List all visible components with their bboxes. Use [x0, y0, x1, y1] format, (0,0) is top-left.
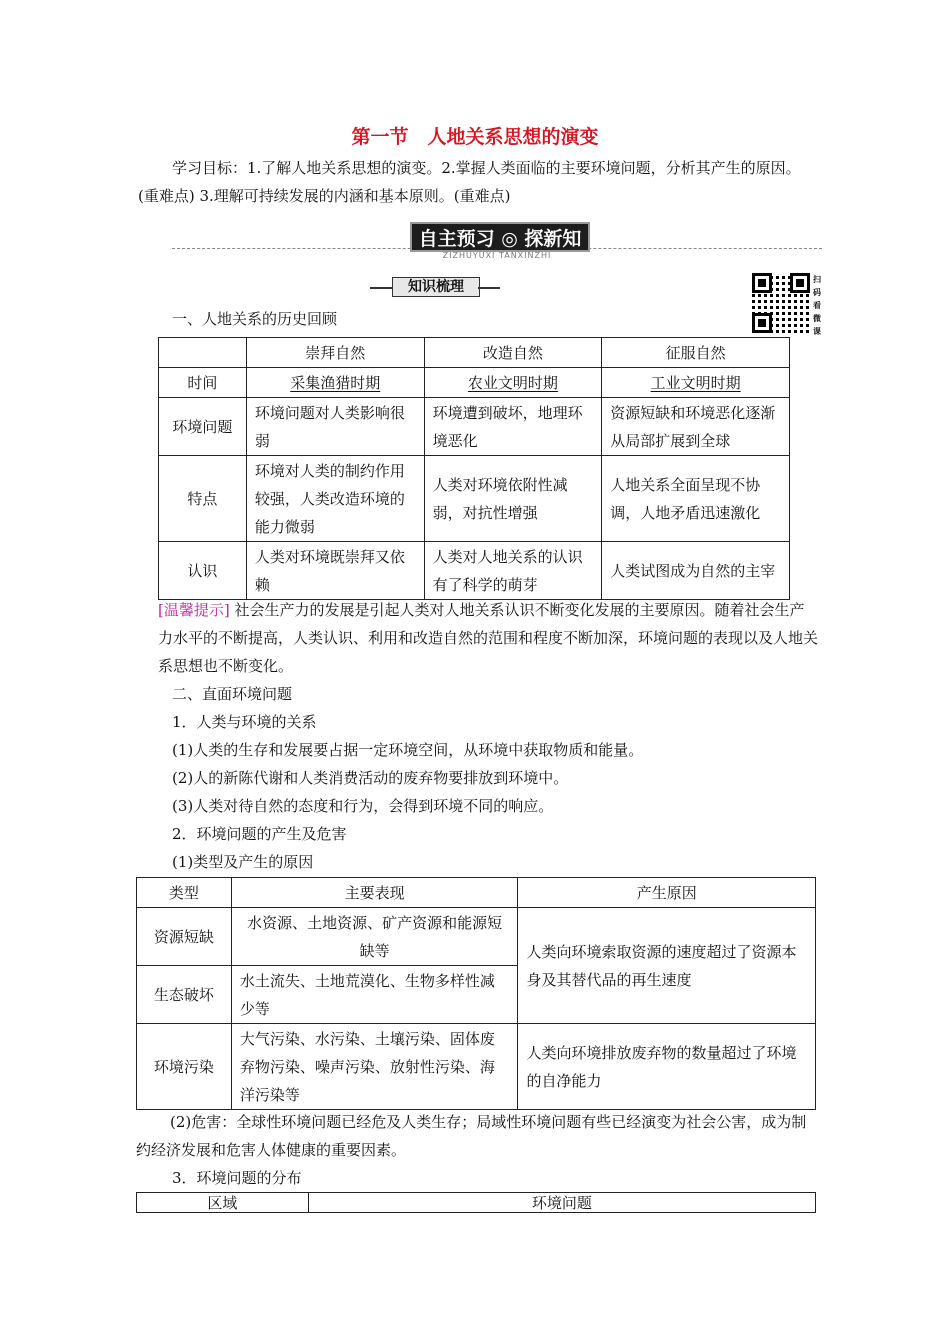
table-row — [159, 338, 790, 368]
table-header: 类型 — [137, 878, 232, 908]
row-label: 认识 — [159, 542, 247, 600]
tag-line-right — [478, 287, 500, 289]
answer-blank: 农业文明时期 — [467, 373, 558, 392]
table-cell — [246, 368, 424, 398]
tip-text: 社会生产力的发展是引起人类对人地关系认识不断变化发展的主要原因。随着社会生产力水平的不断提高，人类认识、利用和改造自然的范围和程度不断加深，环境问题的表现以及人地关系思想也不断变化。 — [158, 601, 819, 675]
table-cell: 人类对环境依附性减弱，对抗性增强 — [424, 456, 602, 542]
table-cell: 环境对人类的制约作用较强，人类改造环境的能力微弱 — [246, 456, 424, 542]
row-label: 特点 — [159, 456, 247, 542]
tag-label: 知识梳理 — [392, 277, 480, 297]
relation-item: (2)人的新陈代谢和人类消费活动的废弃物要排放到环境中。 — [172, 769, 569, 787]
table-header: 改造自然 — [424, 338, 602, 368]
banner-title: 自主预习 ◎ 探新知 — [410, 222, 590, 252]
row-label: 环境问题 — [159, 398, 247, 456]
relation-item: (3)人类对待自然的态度和行为，会得到环境不同的响应。 — [172, 797, 554, 815]
learning-objectives: 学习目标：1.了解人地关系思想的演变。2.掌握人类面临的主要环境问题，分析其产生的原因。(重难点) 3.理解可持续发展的内涵和基本原则。(重难点) — [138, 159, 801, 205]
tip-paragraph — [158, 596, 818, 680]
relation-item: (1)人类的生存和发展要占据一定环境空间，从环境中获取物质和能量。 — [172, 741, 644, 759]
answer-blank: 工业文明时期 — [650, 373, 741, 392]
table-header: 产生原因 — [518, 878, 816, 908]
row-label: 时间 — [159, 368, 247, 398]
table-row — [159, 398, 790, 456]
table-cell: 人类试图成为自然的主宰 — [602, 542, 790, 600]
table-header: 崇拜自然 — [246, 338, 424, 368]
tip-label: [温馨提示] — [158, 601, 230, 619]
table-cell: 人类向环境排放废弃物的数量超过了环境的自净能力 — [518, 1024, 816, 1110]
table-row — [159, 456, 790, 542]
section-banner — [172, 218, 822, 262]
table-cell: 人类对人地关系的认识有了科学的萌芽 — [424, 542, 602, 600]
table-row — [137, 1193, 816, 1213]
table-row — [159, 368, 790, 398]
table-header: 征服自然 — [602, 338, 790, 368]
table-cell: 环境遭到破坏，地理环境恶化 — [424, 398, 602, 456]
subheading-distribution: 3．环境问题的分布 — [172, 1169, 302, 1187]
distribution-table — [136, 1192, 816, 1213]
tag-line-left — [370, 287, 392, 289]
table-header: 区域 — [137, 1193, 309, 1213]
table-cell: 资源短缺和环境恶化逐渐从局部扩展到全球 — [602, 398, 790, 456]
table-header: 环境问题 — [308, 1193, 815, 1213]
table-cell: 人地关系全面呈现不协调，人地矛盾迅速激化 — [602, 456, 790, 542]
table-row — [159, 542, 790, 600]
harm-paragraph: (2)危害：全球性环境问题已经危及人类生存；局域性环境问题有些已经演变为社会公害，成为制约经济发展和危害人体健康的重要因素。 — [136, 1113, 807, 1159]
qr-caption: 扫码看微课 — [813, 274, 821, 336]
heading-history: 一、人地关系的历史回顾 — [172, 310, 338, 328]
table-header: 主要表现 — [231, 878, 518, 908]
table-cell — [159, 338, 247, 368]
banner-subtitle: ZIZHUYUXI TANXINZHI — [442, 251, 552, 260]
answer-blank: 采集渔猎时期 — [290, 373, 381, 392]
table-cell — [424, 368, 602, 398]
env-problem-table — [136, 877, 816, 1110]
table-cell: 大气污染、水污染、土壤污染、固体废弃物污染、噪声污染、放射性污染、海洋污染等 — [231, 1024, 518, 1110]
row-label: 环境污染 — [137, 1024, 232, 1110]
history-table — [158, 337, 790, 600]
section-tag — [370, 275, 500, 297]
qr-corner-icon — [752, 273, 772, 293]
row-label: 生态破坏 — [137, 966, 232, 1024]
table-cell: 环境问题对人类影响很弱 — [246, 398, 424, 456]
qr-corner-icon — [790, 273, 810, 293]
table-row — [137, 878, 816, 908]
subheading-relation: 1．人类与环境的关系 — [172, 713, 317, 731]
table-cell: 水资源、土地资源、矿产资源和能源短缺等 — [231, 908, 518, 966]
heading-env: 二、直面环境问题 — [172, 685, 293, 703]
page-title: 第一节 人地关系思想的演变 — [351, 126, 599, 148]
table-row — [137, 908, 816, 966]
table-cell: 人类向环境索取资源的速度超过了资源本身及其替代品的再生速度 — [518, 908, 816, 1024]
subheading-types: (1)类型及产生的原因 — [172, 853, 314, 871]
table-cell: 水土流失、土地荒漠化、生物多样性减少等 — [231, 966, 518, 1024]
table-cell: 人类对环境既崇拜又依赖 — [246, 542, 424, 600]
subheading-causes: 2．环境问题的产生及危害 — [172, 825, 347, 843]
row-label: 资源短缺 — [137, 908, 232, 966]
table-cell — [602, 368, 790, 398]
table-row — [137, 1024, 816, 1110]
